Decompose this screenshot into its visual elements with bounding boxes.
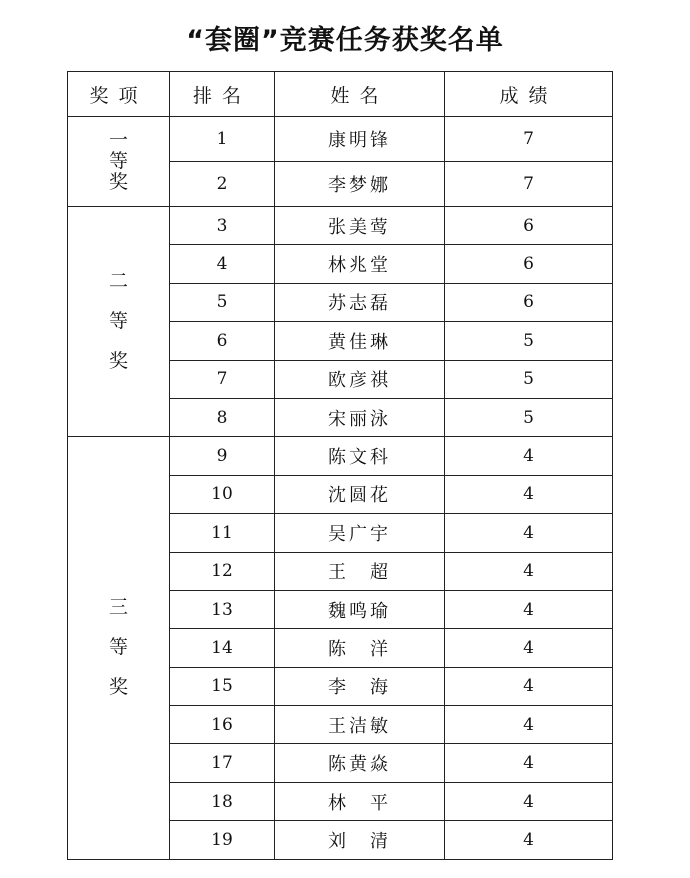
header-name: 姓名 [275, 72, 445, 117]
rank-cell: 3 [170, 207, 275, 245]
name-cell: 吴广宇 [275, 514, 445, 552]
header-score: 成绩 [445, 72, 613, 117]
name-cell: 陈黄焱 [275, 744, 445, 782]
award-label: 一等奖 [108, 129, 128, 193]
score-cell: 6 [445, 207, 613, 245]
rank-cell: 7 [170, 360, 275, 398]
score-cell: 6 [445, 245, 613, 283]
table-row [68, 117, 613, 162]
award-cell-first [68, 117, 170, 207]
rank-cell: 4 [170, 245, 275, 283]
score-cell: 7 [445, 162, 613, 207]
name-cell: 陈文科 [275, 437, 445, 475]
score-cell: 4 [445, 590, 613, 628]
score-cell: 7 [445, 117, 613, 162]
page-title: “套圈”竞赛任务获奖名单 [186, 25, 504, 56]
rank-cell: 16 [170, 706, 275, 744]
table-row [68, 437, 613, 475]
name-cell: 李梦娜 [275, 162, 445, 207]
rank-cell: 6 [170, 322, 275, 360]
name-cell: 陈 洋 [275, 629, 445, 667]
score-cell: 4 [445, 552, 613, 590]
score-cell: 4 [445, 667, 613, 705]
score-cell: 4 [445, 744, 613, 782]
header-rank: 排名 [170, 72, 275, 117]
name-cell: 宋丽泳 [275, 398, 445, 436]
name-cell: 欧彦祺 [275, 360, 445, 398]
rank-cell: 9 [170, 437, 275, 475]
name-cell: 苏志磊 [275, 283, 445, 321]
award-label: 三等奖 [108, 596, 128, 698]
name-cell: 张美莺 [275, 207, 445, 245]
award-cell-third [68, 437, 170, 859]
name-cell: 林 平 [275, 782, 445, 820]
score-cell: 5 [445, 360, 613, 398]
rank-cell: 14 [170, 629, 275, 667]
rank-cell: 17 [170, 744, 275, 782]
rank-cell: 11 [170, 514, 275, 552]
score-cell: 4 [445, 629, 613, 667]
score-cell: 4 [445, 514, 613, 552]
award-table-body [68, 117, 613, 860]
award-table [67, 71, 613, 860]
rank-cell: 18 [170, 782, 275, 820]
score-cell: 4 [445, 706, 613, 744]
header-award: 奖项 [68, 72, 170, 117]
score-cell: 5 [445, 398, 613, 436]
name-cell: 沈圆花 [275, 475, 445, 513]
rank-cell: 1 [170, 117, 275, 162]
name-cell: 黄佳琳 [275, 322, 445, 360]
rank-cell: 12 [170, 552, 275, 590]
rank-cell: 10 [170, 475, 275, 513]
name-cell: 刘 清 [275, 821, 445, 859]
name-cell: 魏鸣瑜 [275, 590, 445, 628]
score-cell: 4 [445, 782, 613, 820]
rank-cell: 8 [170, 398, 275, 436]
rank-cell: 2 [170, 162, 275, 207]
name-cell: 康明锋 [275, 117, 445, 162]
score-cell: 6 [445, 283, 613, 321]
rank-cell: 19 [170, 821, 275, 859]
rank-cell: 5 [170, 283, 275, 321]
score-cell: 4 [445, 821, 613, 859]
name-cell: 林兆堂 [275, 245, 445, 283]
score-cell: 5 [445, 322, 613, 360]
name-cell: 王 超 [275, 552, 445, 590]
name-cell: 王洁敏 [275, 706, 445, 744]
score-cell: 4 [445, 475, 613, 513]
header-row [68, 72, 613, 117]
award-label: 二等奖 [108, 269, 128, 372]
name-cell: 李 海 [275, 667, 445, 705]
award-cell-second [68, 207, 170, 437]
score-cell: 4 [445, 437, 613, 475]
rank-cell: 15 [170, 667, 275, 705]
table-row [68, 207, 613, 245]
rank-cell: 13 [170, 590, 275, 628]
